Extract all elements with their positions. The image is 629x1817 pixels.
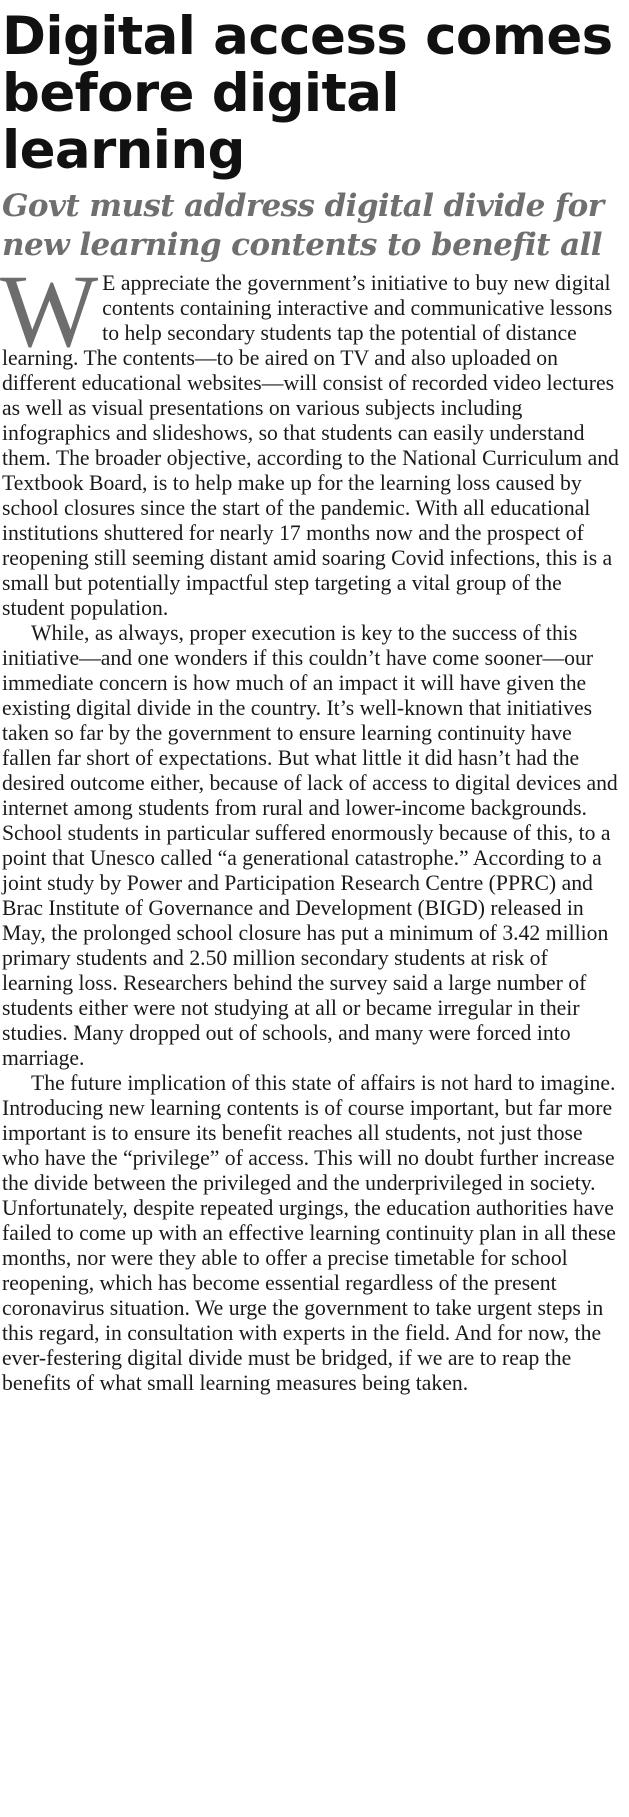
paragraph-1-text: E appreciate the government’s initiative to buy new digital contents containing interactive and communicative lessons to help secondary students tap the potential of distance learning. The contents—to be aired on TV and also uploaded on different educational websites—will consist of recorded video lectures as well as visual presentations on various subjects including infographics and slideshows, so that students can easily understand them. The broader objective, according to the National Curriculum and Textbook Board, is to help make up for the learning loss caused by school closures since the start of the pandemic. With all educational institutions shuttered for nearly 17 months now and the prospect of reopening still seeming distant amid soaring Covid infections, this is a small but potentially impactful step targeting a vital group of the student population. (2, 271, 619, 620)
standfirst: Govt must address digital divide for new learning contents to benefit all (2, 188, 604, 263)
paragraph-3: The future implication of this state of affairs is not hard to imagine. Introducing new learning contents is of course important, but far more important is to ensure its benefit reaches all students, not just those who have the “privilege” of access. This will no doubt further increase the divide between the privileged and the underprivileged in society. Unfortunately, despite repeated urgings, the education authorities have failed to come up with an effective learning continuity plan in all these months, nor were they able to offer a precise timetable for school reopening, which has become essential regardless of the present coronavirus situation. We urge the government to take urgent steps in this regard, in consultation with experts in the field. And for now, the ever-festering digital divide must be bridged, if we are to reap the benefits of what small learning measures being taken. (2, 1071, 616, 1395)
drop-cap: W (0, 254, 99, 369)
headline: Digital access comes before digital learning (2, 6, 613, 181)
paragraph-2: While, as always, proper execution is key to the success of this initiative—and one wonders if this couldn’t have come sooner—our immediate concern is how much of an impact it will have given the existing digital divide in the country. It’s well-known that initiatives taken so far by the government to ensure learning continuity have fallen far short of expectations. But what little it did hasn’t had the desired outcome either, because of lack of access to digital devices and internet among students from rural and lower-income backgrounds. School students in particular suffered enormously because of this, to a point that Unesco called “a generational catastrophe.” According to a joint study by Power and Participation Research Centre (PPRC) and Brac Institute of Governance and Development (BIGD) released in May, the prolonged school closure has put a minimum of 3.42 million primary students and 2.50 million secondary students at risk of learning loss. Researchers behind the survey said a large number of students either were not studying at all or became irregular in their studies. Many dropped out of schools, and many were forced into marriage. (2, 621, 618, 1070)
paragraph-1 (0, 254, 624, 621)
article-body (0, 254, 624, 1396)
